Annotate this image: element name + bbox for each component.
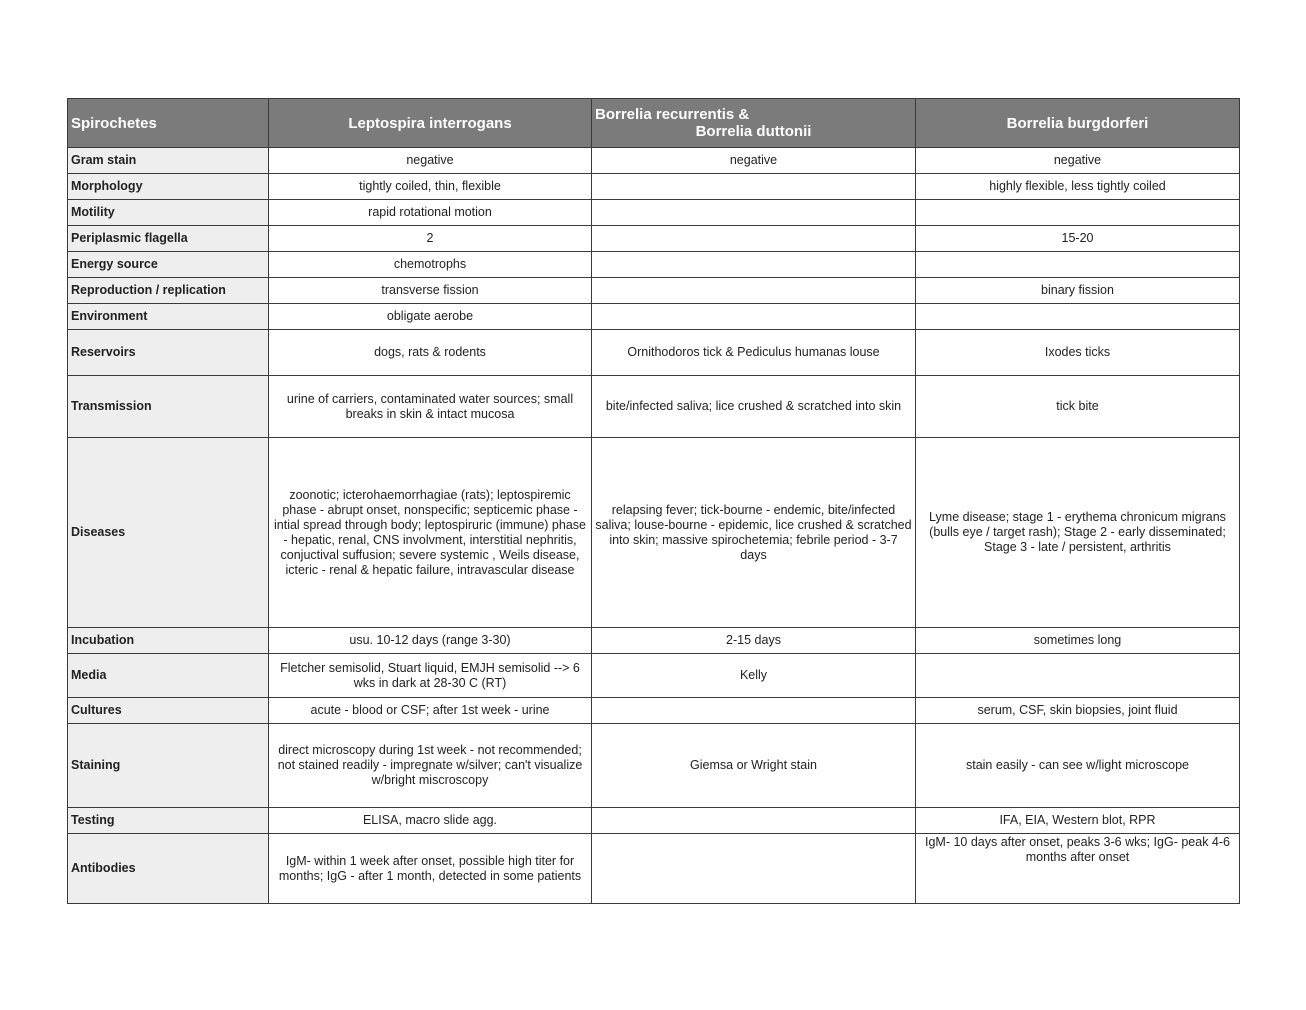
table-row [68, 226, 1240, 252]
spirochetes-table [67, 98, 1240, 904]
cell-morphology-recurrentis[interactable] [592, 174, 916, 200]
cell-reproduction-recurrentis[interactable] [592, 278, 916, 304]
row-label-morphology[interactable]: Morphology [68, 174, 269, 200]
cell-media-burgdorferi[interactable] [916, 654, 1240, 698]
header-borrelia-recurrentis-line1: Borrelia recurrentis & [595, 106, 750, 123]
table-row [68, 278, 1240, 304]
cell-gram-stain-recurrentis[interactable]: negative [592, 148, 916, 174]
cell-cultures-burgdorferi[interactable]: serum, CSF, skin biopsies, joint fluid [916, 698, 1240, 724]
row-label-periplasmic-flagella[interactable]: Periplasmic flagella [68, 226, 269, 252]
spreadsheet-sheet [67, 98, 1239, 904]
cell-gram-stain-burgdorferi[interactable]: negative [916, 148, 1240, 174]
cell-staining-burgdorferi[interactable]: stain easily - can see w/light microscope [916, 724, 1240, 808]
header-borrelia-recurrentis-line2: Borrelia duttonii [695, 123, 812, 140]
cell-transmission-leptospira[interactable]: urine of carriers, contaminated water sources; small breaks in skin & intact mucosa [269, 376, 592, 438]
cell-morphology-burgdorferi[interactable]: highly flexible, less tightly coiled [916, 174, 1240, 200]
table-header [68, 99, 1240, 148]
cell-gram-stain-leptospira[interactable]: negative [269, 148, 592, 174]
cell-antibodies-burgdorferi[interactable]: IgM- 10 days after onset, peaks 3-6 wks; IgG- peak 4-6 months after onset [916, 834, 1240, 904]
row-label-testing[interactable]: Testing [68, 808, 269, 834]
cell-morphology-leptospira[interactable]: tightly coiled, thin, flexible [269, 174, 592, 200]
cell-flagella-burgdorferi[interactable]: 15-20 [916, 226, 1240, 252]
row-label-media[interactable]: Media [68, 654, 269, 698]
cell-environment-leptospira[interactable]: obligate aerobe [269, 304, 592, 330]
header-leptospira[interactable]: Leptospira interrogans [269, 99, 592, 148]
cell-reproduction-leptospira[interactable]: transverse fission [269, 278, 592, 304]
cell-environment-burgdorferi[interactable] [916, 304, 1240, 330]
cell-testing-burgdorferi[interactable]: IFA, EIA, Western blot, RPR [916, 808, 1240, 834]
cell-testing-leptospira[interactable]: ELISA, macro slide agg. [269, 808, 592, 834]
table-row [68, 304, 1240, 330]
cell-testing-recurrentis[interactable] [592, 808, 916, 834]
cell-reservoirs-burgdorferi[interactable]: Ixodes ticks [916, 330, 1240, 376]
cell-reservoirs-recurrentis[interactable]: Ornithodoros tick & Pediculus humanas louse [592, 330, 916, 376]
row-label-motility[interactable]: Motility [68, 200, 269, 226]
row-label-reproduction[interactable]: Reproduction / replication [68, 278, 269, 304]
table-row [68, 200, 1240, 226]
row-label-staining[interactable]: Staining [68, 724, 269, 808]
cell-reproduction-burgdorferi[interactable]: binary fission [916, 278, 1240, 304]
table-body [68, 148, 1240, 904]
row-label-incubation[interactable]: Incubation [68, 628, 269, 654]
table-row [68, 834, 1240, 904]
cell-cultures-leptospira[interactable]: acute - blood or CSF; after 1st week - urine [269, 698, 592, 724]
cell-incubation-burgdorferi[interactable]: sometimes long [916, 628, 1240, 654]
cell-antibodies-recurrentis[interactable] [592, 834, 916, 904]
cell-media-recurrentis[interactable]: Kelly [592, 654, 916, 698]
cell-transmission-burgdorferi[interactable]: tick bite [916, 376, 1240, 438]
table-row [68, 330, 1240, 376]
row-label-transmission[interactable]: Transmission [68, 376, 269, 438]
cell-antibodies-leptospira[interactable]: IgM- within 1 week after onset, possible high titer for months; IgG - after 1 month, detected in some patients [269, 834, 592, 904]
header-row [68, 99, 1240, 148]
row-label-gram-stain[interactable]: Gram stain [68, 148, 269, 174]
table-row [68, 808, 1240, 834]
cell-energy-recurrentis[interactable] [592, 252, 916, 278]
table-row [68, 438, 1240, 628]
header-spirochetes[interactable]: Spirochetes [68, 99, 269, 148]
table-row [68, 148, 1240, 174]
table-row [68, 628, 1240, 654]
cell-diseases-burgdorferi[interactable]: Lyme disease; stage 1 - erythema chronicum migrans (bulls eye / target rash); Stage 2 - early disseminated; Stage 3 - late / persistent, arthritis [916, 438, 1240, 628]
header-borrelia-recurrentis[interactable] [592, 99, 916, 148]
cell-flagella-recurrentis[interactable] [592, 226, 916, 252]
cell-motility-leptospira[interactable]: rapid rotational motion [269, 200, 592, 226]
table-row [68, 376, 1240, 438]
cell-staining-leptospira[interactable]: direct microscopy during 1st week - not recommended; not stained readily - impregnate w/silver; can't visualize w/bright miscroscopy [269, 724, 592, 808]
cell-motility-burgdorferi[interactable] [916, 200, 1240, 226]
row-label-diseases[interactable]: Diseases [68, 438, 269, 628]
row-label-cultures[interactable]: Cultures [68, 698, 269, 724]
row-label-antibodies[interactable]: Antibodies [68, 834, 269, 904]
cell-motility-recurrentis[interactable] [592, 200, 916, 226]
cell-diseases-leptospira[interactable]: zoonotic; icterohaemorrhagiae (rats); leptospiremic phase - abrupt onset, nonspecific; septicemic phase - intial spread through body; leptospiruric (immune) phase - hepatic, renal, CNS involvment, interstitial nephritis, conjuctival suffusion; severe systemic , Weils disease, icteric - renal & hepatic failure, intravascular disease [269, 438, 592, 628]
cell-diseases-recurrentis[interactable]: relapsing fever; tick-bourne - endemic, bite/infected saliva; louse-bourne - epidemic, lice crushed & scratched into skin; massive spirochetemia; febrile period - 3-7 days [592, 438, 916, 628]
cell-incubation-leptospira[interactable]: usu. 10-12 days (range 3-30) [269, 628, 592, 654]
table-row [68, 698, 1240, 724]
cell-energy-burgdorferi[interactable] [916, 252, 1240, 278]
cell-transmission-recurrentis[interactable]: bite/infected saliva; lice crushed & scratched into skin [592, 376, 916, 438]
cell-flagella-leptospira[interactable]: 2 [269, 226, 592, 252]
row-label-environment[interactable]: Environment [68, 304, 269, 330]
row-label-reservoirs[interactable]: Reservoirs [68, 330, 269, 376]
table-row [68, 654, 1240, 698]
table-row [68, 724, 1240, 808]
table-row [68, 174, 1240, 200]
cell-environment-recurrentis[interactable] [592, 304, 916, 330]
cell-staining-recurrentis[interactable]: Giemsa or Wright stain [592, 724, 916, 808]
cell-cultures-recurrentis[interactable] [592, 698, 916, 724]
row-label-energy-source[interactable]: Energy source [68, 252, 269, 278]
cell-energy-leptospira[interactable]: chemotrophs [269, 252, 592, 278]
cell-incubation-recurrentis[interactable]: 2-15 days [592, 628, 916, 654]
cell-reservoirs-leptospira[interactable]: dogs, rats & rodents [269, 330, 592, 376]
cell-media-leptospira[interactable]: Fletcher semisolid, Stuart liquid, EMJH semisolid --> 6 wks in dark at 28-30 C (RT) [269, 654, 592, 698]
table-row [68, 252, 1240, 278]
header-borrelia-burgdorferi[interactable]: Borrelia burgdorferi [916, 99, 1240, 148]
